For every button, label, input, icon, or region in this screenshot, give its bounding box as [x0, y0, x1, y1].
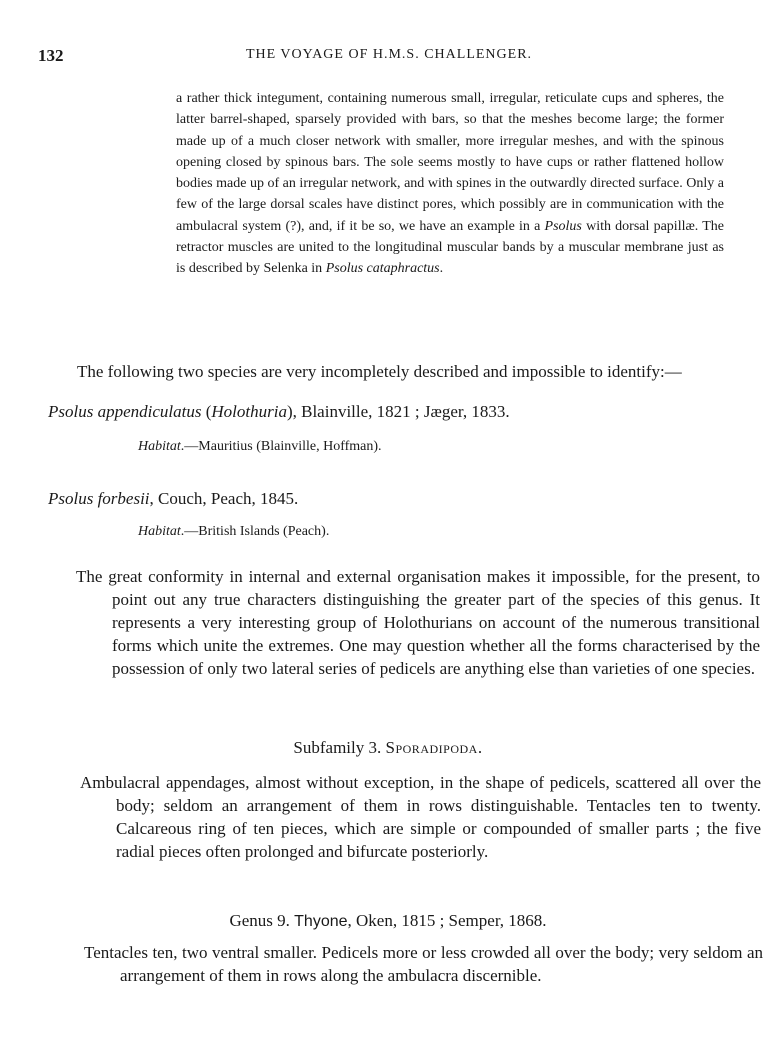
- species-authority: ), Blainville, 1821 ; Jæger, 1833.: [286, 402, 510, 421]
- running-title: THE VOYAGE OF H.M.S. CHALLENGER.: [245, 47, 533, 62]
- species-entry: [48, 487, 298, 510]
- continuation-psolus: Psolus: [544, 218, 582, 234]
- habitat-text: .—British Islands (Peach).: [180, 524, 330, 539]
- page-header: [38, 46, 740, 70]
- subfamily-name: Sporadipoda.: [385, 738, 483, 757]
- page-number: 132: [38, 46, 64, 65]
- habitat-text: .—Mauritius (Blainville, Hoffman).: [180, 439, 382, 454]
- habitat-line: [138, 522, 329, 542]
- species-authority: , Couch, Peach, 1845.: [149, 489, 299, 508]
- subfamily-prefix: Subfamily 3.: [293, 738, 382, 757]
- species-synonym: Holothuria: [211, 402, 287, 421]
- species-name: Psolus appendiculatus: [48, 402, 202, 421]
- habitat-label: Habitat: [138, 524, 181, 539]
- subfamily-heading: [0, 737, 776, 759]
- continuation-text-1: a rather thick integument, containing numerous small, irregular, reticulate cups and spheres, the latter barrel-shaped, sparsely provided with bars, so that the meshes become large; the former made up of a much closer network with smaller, more irregular meshes, and with the spinous opening closed by spinous bars. The sole seems mostly to have cups or rather flattened hollow bodies made up of an irregular network, and with spines in the outwardly directed surface. Only a few of the large dorsal scales have distinct pores, which possibly are in communication with the ambulacral system (?), and, if it be so, we have an example in a: [176, 91, 724, 234]
- genus-description: Tentacles ten, two ventral smaller. Pedicels more or less crowded all over the body; very seldom an arrangement of them in rows along the ambulacra discernible.: [84, 943, 763, 985]
- species-name: Psolus forbesii: [48, 489, 150, 508]
- genus-name: Thyone: [294, 913, 348, 930]
- continuation-end: .: [439, 261, 444, 277]
- habitat-line: [138, 437, 382, 457]
- continuation-psolus-cataphractus: Psolus cataphractus: [325, 261, 440, 277]
- genus-prefix: Genus 9.: [229, 911, 290, 930]
- continuation-paragraph: [176, 88, 724, 280]
- lead-in-sentence: The following two species are very incompletely described and impossible to identify:—: [77, 362, 682, 381]
- subfamily-description: Ambulacral appendages, almost without exception, in the shape of pedicels, scattered all over the body; seldom an arrangement of them in rows distinguishable. Tentacles ten to twenty. Calcareous ring of ten pieces, which are simple or compounded of smaller parts ; the five radial pieces often prolonged and bifurcate posteriorly.: [80, 773, 761, 861]
- species-open-paren: (: [201, 402, 212, 421]
- habitat-label: Habitat: [138, 439, 181, 454]
- genus-heading: [0, 910, 776, 933]
- species-entry: [48, 400, 510, 423]
- continuation-text-2: with dorsal papillæ. The retractor muscles are united to the longitudinal muscular bands by a muscular membrane just as is described by Selenka in: [176, 218, 725, 277]
- genus-authority: , Oken, 1815 ; Semper, 1868.: [347, 911, 547, 930]
- conformity-paragraph: The great conformity in internal and external organisation makes it impossible, for the present, to point out any true characters distinguishing the greater part of the species of this genus. It represents a very interesting group of Holothurians on account of the numerous transitional forms which unite the extremes. One may question whether all the forms characterised by the possession of only two lateral series of pedicels are anything else than varieties of one species.: [76, 567, 760, 678]
